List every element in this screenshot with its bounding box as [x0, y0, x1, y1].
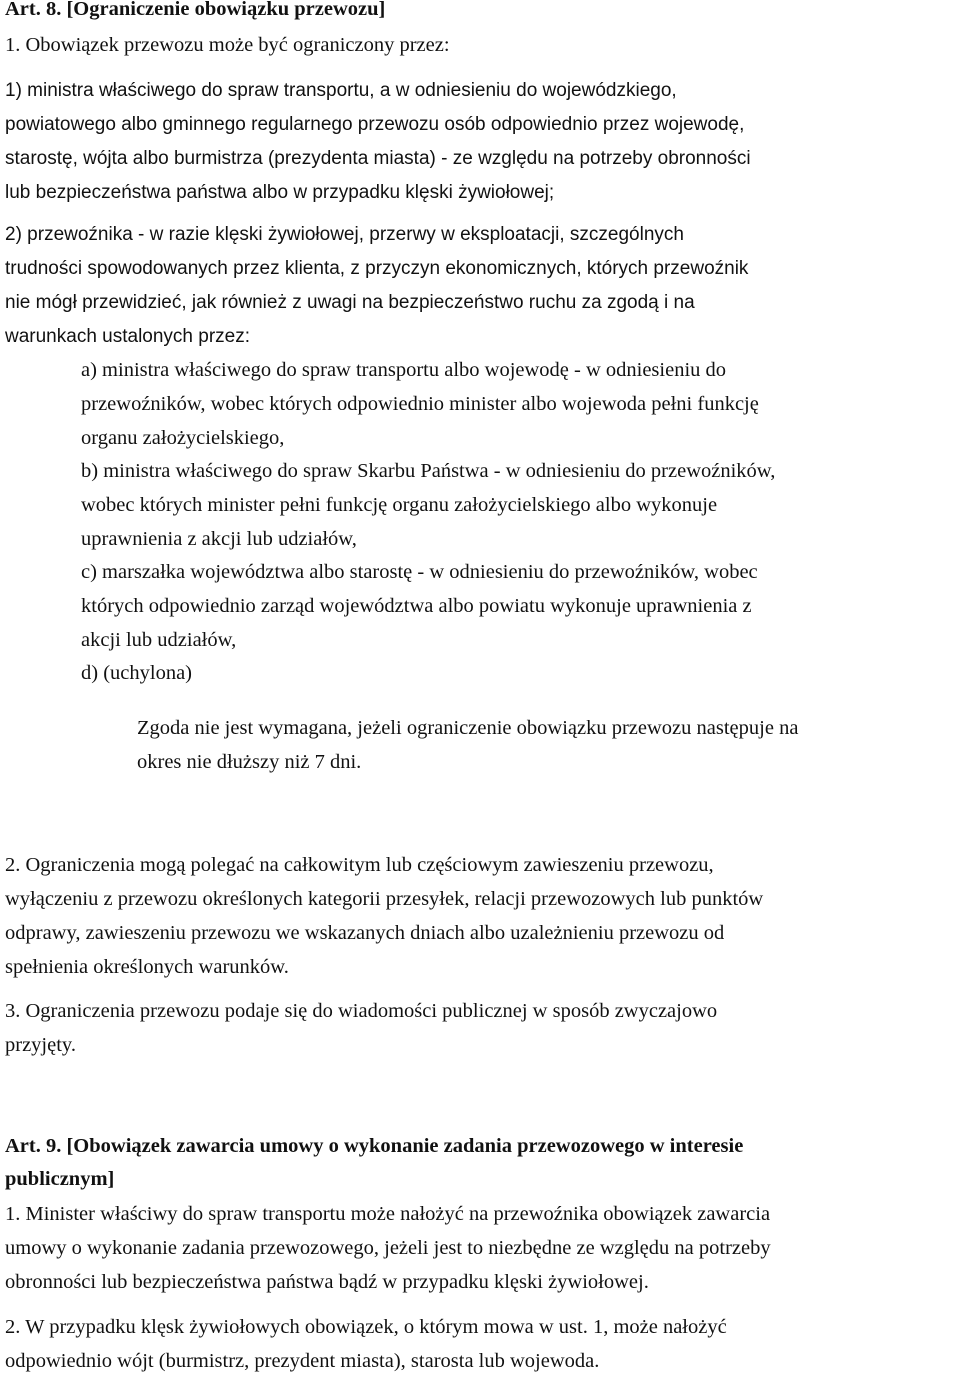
art8-item-2	[5, 218, 960, 354]
art9-p1	[5, 1197, 960, 1299]
art8-sub-c-line: akcji lub udziałów,	[81, 629, 237, 651]
art8-sub-a-line: a) ministra właściwego do spraw transportu albo wojewodę - w odniesieniu do	[81, 359, 727, 381]
art8-item-2-line: trudności spowodowanych przez klienta, z przyczyn ekonomicznych, których przewoźnik	[5, 258, 749, 279]
art8-p2	[5, 848, 960, 984]
art8-consent-note-line: okres nie dłuższy niż 7 dni.	[137, 751, 362, 773]
art8-p3-line: 3. Ograniczenia przewozu podaje się do wiadomości publicznej w sposób zwyczajowo	[5, 1000, 718, 1022]
art8-sub-d	[81, 656, 960, 690]
art8-sub-a-line: organu założycielskiego,	[81, 427, 285, 449]
art8-consent-note	[137, 711, 960, 779]
art9-p2-line: odpowiednio wójt (burmistrz, prezydent miasta), starosta lub wojewoda.	[5, 1350, 600, 1372]
art8-sub-b-line: wobec których minister pełni funkcję organu założycielskiego albo wykonuje	[81, 494, 718, 516]
art8-item-1-line: 1) ministra właściwego do spraw transportu, a w odniesieniu do wojewódzkiego,	[5, 80, 677, 101]
art8-p3	[5, 994, 960, 1062]
art9-title	[5, 1130, 960, 1196]
art8-p1-intro-text: 1. Obowiązek przewozu może być ograniczony przez:	[5, 34, 450, 56]
art8-sub-d-line: d) (uchylona)	[81, 662, 192, 684]
art9-p1-line: obronności lub bezpieczeństwa państwa bądź w przypadku klęski żywiołowej.	[5, 1271, 649, 1293]
art8-sub-b	[81, 454, 960, 556]
art8-p2-line: wyłączeniu z przewozu określonych kategorii przesyłek, relacji przewozowych lub punktów	[5, 888, 764, 910]
art8-item-1-line: starostę, wójta albo burmistrza (prezydenta miasta) - ze względu na potrzeby obronności	[5, 148, 751, 169]
art9-p1-line: 1. Minister właściwy do spraw transportu może nałożyć na przewoźnika obowiązek zawarcia	[5, 1203, 771, 1225]
art8-item-1-line: powiatowego albo gminnego regularnego przewozu osób odpowiednio przez wojewodę,	[5, 114, 745, 135]
art8-item-2-line: 2) przewoźnika - w razie klęski żywiołowej, przerwy w eksploatacji, szczególnych	[5, 224, 684, 245]
art8-p1-intro	[5, 28, 960, 62]
art8-sub-c	[81, 555, 960, 657]
art8-consent-note-line: Zgoda nie jest wymagana, jeżeli ograniczenie obowiązku przewozu następuje na	[137, 717, 799, 739]
art8-item-2-line: warunkach ustalonych przez:	[5, 326, 251, 347]
art9-p2-line: 2. W przypadku klęsk żywiołowych obowiązek, o którym mowa w ust. 1, może nałożyć	[5, 1316, 727, 1338]
art8-item-1	[5, 74, 960, 210]
art8-sub-c-line: których odpowiednio zarząd województwa albo powiatu wykonuje uprawnienia z	[81, 595, 752, 617]
art8-p2-line: 2. Ograniczenia mogą polegać na całkowitym lub częściowym zawieszeniu przewozu,	[5, 854, 714, 876]
art8-p2-line: spełnienia określonych warunków.	[5, 956, 289, 978]
art8-sub-c-line: c) marszałka województwa albo starostę - w odniesieniu do przewoźników, wobec	[81, 561, 758, 583]
art9-title-line: publicznym]	[5, 1168, 115, 1190]
art8-title-text: Art. 8. [Ograniczenie obowiązku przewozu]	[5, 0, 386, 20]
art8-sub-a	[81, 353, 960, 455]
art8-sub-b-line: uprawnienia z akcji lub udziałów,	[81, 528, 357, 550]
art8-sub-a-line: przewoźników, wobec których odpowiednio minister albo wojewoda pełni funkcję	[81, 393, 759, 415]
art8-p2-line: odprawy, zawieszeniu przewozu we wskazanych dniach albo uzależnieniu przewozu od	[5, 922, 725, 944]
art9-p1-line: umowy o wykonanie zadania przewozowego, jeżeli jest to niezbędne ze względu na potrzeby	[5, 1237, 771, 1259]
art8-item-1-line: lub bezpieczeństwa państwa albo w przypadku klęski żywiołowej;	[5, 182, 555, 203]
art9-p2	[5, 1310, 960, 1378]
art8-title	[5, 0, 960, 26]
art9-title-line: Art. 9. [Obowiązek zawarcia umowy o wykonanie zadania przewozowego w interesie	[5, 1135, 744, 1157]
art8-sub-b-line: b) ministra właściwego do spraw Skarbu Państwa - w odniesieniu do przewoźników,	[81, 460, 776, 482]
art8-item-2-line: nie mógł przewidzieć, jak również z uwagi na bezpieczeństwo ruchu za zgodą i na	[5, 292, 695, 313]
art8-p3-line: przyjęty.	[5, 1034, 76, 1056]
